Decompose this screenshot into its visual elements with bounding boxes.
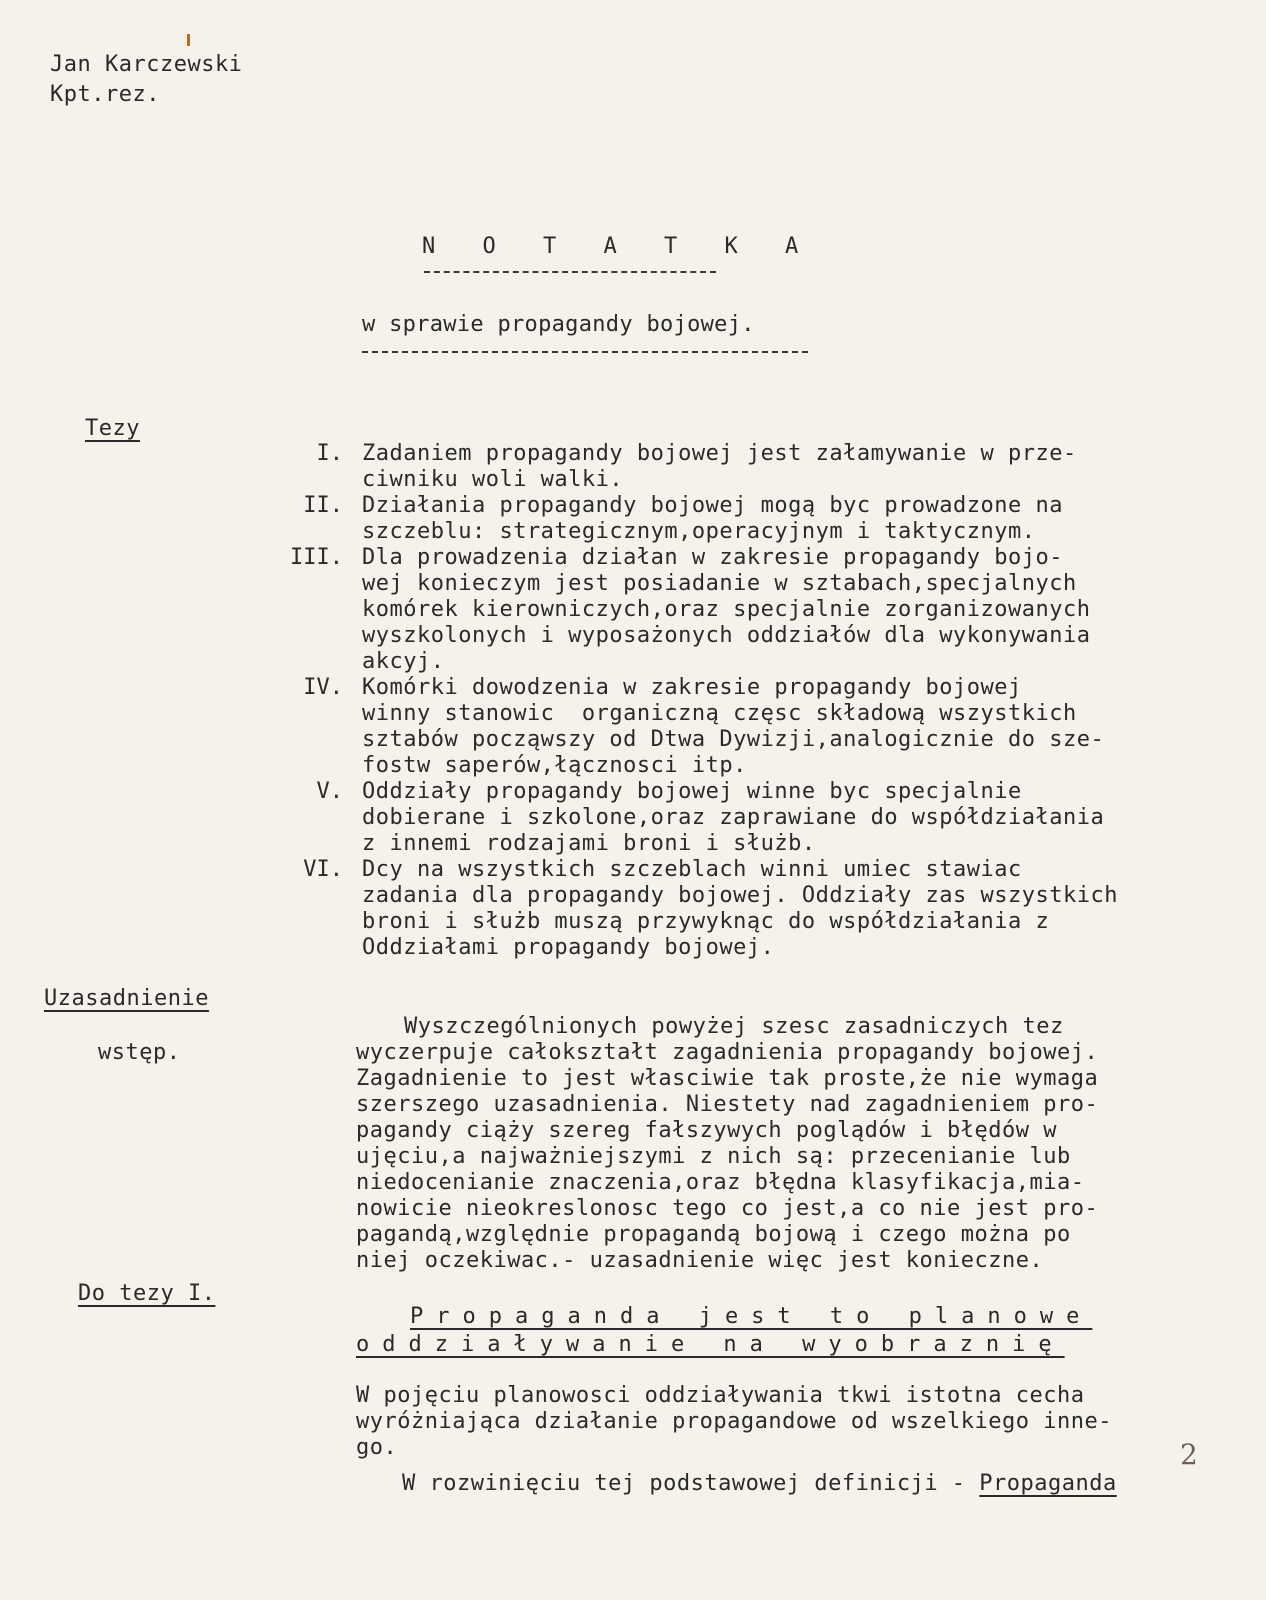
thesis-line: Oddziały propagandy bojowej winne byc specjalnie	[362, 779, 1022, 804]
thesis-line: szczeblu: strategicznym,operacyjnym i taktycznym.	[362, 519, 1036, 544]
thesis-line: ciwniku woli walki.	[362, 467, 624, 492]
thesis-line: wyszkolonych i wyposażonych oddziałów dla wykonywania	[362, 623, 1091, 648]
thesis-line: Komórki dowodzenia w zakresie propagandy bojowej	[362, 675, 1022, 700]
author-name: Jan Karczewski	[50, 52, 243, 77]
intro-line: Zagadnienie to jest własciwie tak proste,że nie wymaga	[356, 1066, 1099, 1091]
document-title: N O T A T K A	[422, 234, 816, 259]
last-line-text: W rozwinięciu tej podstawowej definicji -	[402, 1471, 980, 1496]
thesis-line: winny stanowic organiczną częsc składową wszystkich	[362, 701, 1077, 726]
definition-line-1: Propaganda jest to planowe	[410, 1304, 1093, 1329]
title-underline	[424, 271, 716, 273]
author-rank: Kpt.rez.	[50, 82, 160, 107]
margin-label-wstep: wstęp.	[98, 1040, 181, 1065]
thesis-line: akcyj.	[362, 649, 445, 674]
intro-line: niedocenianie znaczenia,oraz błędna klasyfikacja,mia-	[356, 1170, 1085, 1195]
margin-label-do-tezy: Do tezy I.	[78, 1281, 216, 1306]
thesis-line: Działania propagandy bojowej mogą byc prowadzone na	[362, 493, 1064, 518]
last-line	[402, 1471, 1117, 1497]
intro-line: ujęciu,a najważniejszymi z nich są: przecenianie lub	[356, 1144, 1071, 1169]
subtitle-underline	[362, 351, 808, 353]
intro-line: niej oczekiwac.- uzasadnienie więc jest konieczne.	[356, 1248, 1044, 1273]
document-subtitle: w sprawie propagandy bojowej.	[362, 312, 755, 337]
margin-label-uzasadnienie: Uzasadnienie	[44, 986, 209, 1011]
intro-line: szerszego uzasadnienia. Niestety nad zagadnieniem pro-	[356, 1092, 1099, 1117]
thesis-line: Zadaniem propagandy bojowej jest załamywanie w prze-	[362, 441, 1077, 466]
thesis-number: V.	[316, 779, 343, 804]
paragraph-line: wyróżniająca działanie propagandowe od wszelkiego inne-	[356, 1409, 1112, 1434]
intro-line: nowicie nieokreslonosc tego co jest,a co nie jest pro-	[356, 1196, 1099, 1221]
thesis-line: broni i służb muszą przywyknąc do współdziałania z	[362, 909, 1050, 934]
intro-line: Wyszczególnionych powyżej szesc zasadniczych tez	[404, 1014, 1064, 1039]
ink-mark	[187, 34, 190, 46]
paragraph-line: W pojęciu planowosci oddziaływania tkwi istotna cecha	[356, 1383, 1085, 1408]
thesis-line: dobierane i szkolone,oraz zaprawiane do współdziałania	[362, 805, 1105, 830]
thesis-line: wej konieczym jest posiadanie w sztabach,specjalnych	[362, 571, 1077, 596]
thesis-number: II.	[303, 493, 343, 518]
intro-line: pagandy ciąży szereg fałszywych poglądów i błędów w	[356, 1118, 1058, 1143]
thesis-line: komórek kierowniczych,oraz specjalnie zorganizowanych	[362, 597, 1091, 622]
thesis-line: fostw saperów,łącznosci itp.	[362, 753, 747, 778]
definition-line-2: oddziaływanie na wyobraznię	[356, 1332, 1065, 1357]
paragraph-line: go.	[356, 1435, 398, 1460]
page-number: 2	[1180, 1438, 1198, 1471]
intro-line: wyczerpuje całokształt zagadnienia propagandy bojowej.	[356, 1040, 1099, 1065]
thesis-number: IV.	[303, 675, 343, 700]
thesis-line: sztabów począwszy od Dtwa Dywizji,analogicznie do sze-	[362, 727, 1105, 752]
thesis-line: Dcy na wszystkich szczeblach winni umiec stawiac	[362, 857, 1022, 882]
thesis-line: zadania dla propagandy bojowej. Oddziały zas wszystkich	[362, 883, 1118, 908]
thesis-line: Dla prowadzenia działan w zakresie propagandy bojo-	[362, 545, 1064, 570]
thesis-number: III.	[290, 545, 343, 570]
thesis-number: I.	[316, 441, 343, 466]
thesis-number: VI.	[303, 857, 343, 882]
intro-line: pagandą,względnie propagandą bojową i czego można po	[356, 1222, 1071, 1247]
last-line-underlined-word: Propaganda	[979, 1471, 1117, 1496]
margin-label-tezy: Tezy	[85, 416, 140, 441]
thesis-line: Oddziałami propagandy bojowej.	[362, 935, 775, 960]
thesis-line: z innemi rodzajami broni i służb.	[362, 831, 816, 856]
